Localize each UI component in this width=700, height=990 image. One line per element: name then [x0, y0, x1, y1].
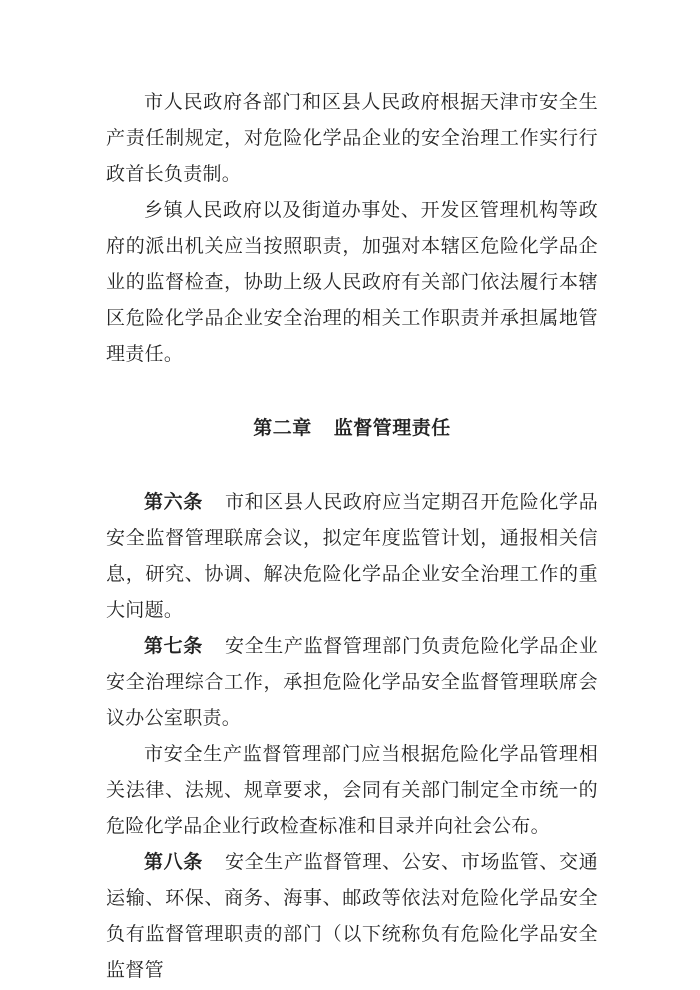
paragraph-responsibility-system: 市人民政府各部门和区县人民政府根据天津市安全生产责任制规定，对危险化学品企业的安全治理工作实行行政首长负责制。	[106, 91, 598, 185]
article-7	[106, 628, 598, 736]
paragraph-township-duties: 乡镇人民政府以及街道办事处、开发区管理机构等政府的派出机关应当按照职责，加强对本辖区危险化学品企业的监督检查，协助上级人民政府有关部门依法履行本辖区危险化学品企业安全治理的相关工作职责并承担属地管理责任。	[106, 199, 598, 365]
article-7-label: 第七条	[144, 635, 203, 657]
article-6-label: 第六条	[144, 491, 203, 513]
article-6	[106, 484, 598, 628]
paragraph-inspection-standards: 市安全生产监督管理部门应当根据危险化学品管理相关法律、法规、规章要求，会同有关部门制定全市统一的危险化学品企业行政检查标准和目录并向社会公布。	[106, 743, 598, 837]
article-8-label: 第八条	[144, 851, 203, 873]
chapter-heading	[106, 410, 598, 446]
chapter-number: 第二章	[253, 417, 312, 439]
chapter-title: 监督管理责任	[333, 417, 451, 439]
article-8	[106, 844, 598, 988]
document-body	[106, 84, 598, 988]
article-7-text: 安全生产监督管理部门负责危险化学品企业安全治理综合工作，承担危险化学品安全监督管理联席会议办公室职责。	[106, 635, 599, 729]
article-6-text: 市和区县人民政府应当定期召开危险化学品安全监督管理联席会议，拟定年度监管计划，通报相关信息，研究、协调、解决危险化学品企业安全治理工作的重大问题。	[106, 491, 599, 621]
article-8-text: 安全生产监督管理、公安、市场监管、交通运输、环保、商务、海事、邮政等依法对危险化学品安全负有监督管理职责的部门（以下统称负有危险化学品安全监督管	[106, 851, 599, 981]
